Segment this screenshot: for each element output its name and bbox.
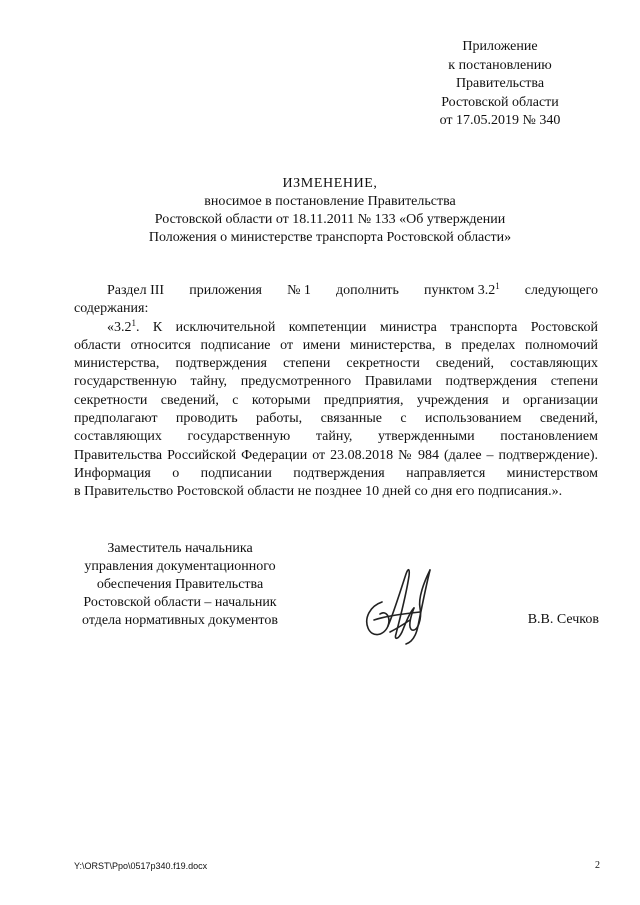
title-line: Ростовской области от 18.11.2011 № 133 «Об утверждении [154, 212, 506, 227]
title-line: вносимое в постановление Правительства [204, 194, 456, 209]
quote-text: . К исключительной компетенции министра транспорта Ростовской [136, 319, 598, 335]
quote-line: предполагают проводить работы, связанные с использованием сведений, [74, 411, 598, 427]
quote-line: Правительства Российской Федерации от 23.08.2018 № 984 (далее – подтверждение). [74, 447, 598, 463]
title-line: Положения о министерстве транспорта Ростовской области» [148, 230, 512, 245]
appendix-header [400, 38, 600, 131]
intro-word: пунктом [424, 283, 475, 298]
signer-name: В.В. Сечков [527, 612, 599, 627]
page-number: 2 [595, 860, 600, 871]
superscript: 1 [131, 317, 136, 328]
appendix-line: к постановлению [448, 57, 552, 73]
position-line: отдела нормативных документов [82, 613, 278, 628]
intro-word: дополнить [336, 283, 399, 298]
appendix-line: Ростовской области [441, 94, 559, 110]
superscript: 1 [495, 281, 500, 291]
quote-line: составляющих государственную тайну, утвержденными постановлением [74, 429, 598, 445]
handwritten-signature [360, 562, 440, 647]
position-line: управления документационного [84, 559, 276, 574]
intro-word: № 1 [287, 283, 311, 298]
document-body [74, 282, 598, 502]
intro-paragraph-first-line [74, 282, 598, 300]
position-line: Заместитель начальника [107, 541, 253, 556]
quote-first-line [74, 319, 598, 337]
quote-line: в Правительство Ростовской области не позднее 10 дней со дня его подписания.». [74, 484, 563, 500]
quote-line: Информация о подписании подтверждения направляется министерством [74, 465, 598, 481]
intro-continuation: содержания: [74, 301, 149, 317]
position-line: обеспечения Правительства [96, 577, 264, 592]
quote-line: области относится подписание от имени министерства, в пределах полномочий [74, 337, 598, 353]
intro-word: следующего [524, 283, 598, 298]
appendix-line: Правительства [455, 76, 545, 91]
signatory-position [60, 540, 300, 630]
intro-word: Раздел III [107, 283, 165, 298]
appendix-line: Приложение [462, 39, 538, 54]
quote-prefix: «3.2 [107, 319, 132, 335]
position-line: Ростовской области – начальник [83, 595, 277, 610]
intro-word: приложения [189, 283, 262, 298]
quote-line: министерства, подтверждения степени секретности сведений, составляющих [74, 356, 598, 372]
quote-line: секретности сведений, с которыми предприятия, учреждения и организации [74, 392, 598, 408]
appendix-line: от 17.05.2019 № 340 [439, 113, 561, 128]
file-path: Y:\ORST\Ppo\0517p340.f19.docx [74, 861, 208, 871]
document-title [60, 175, 600, 247]
title-heading: ИЗМЕНЕНИЕ, [282, 176, 378, 191]
intro-word: 3.2 [477, 283, 496, 298]
intro-point-reference [424, 282, 500, 300]
quote-line: государственную тайну, предусмотренного Правилами подтверждения степени [74, 374, 598, 390]
